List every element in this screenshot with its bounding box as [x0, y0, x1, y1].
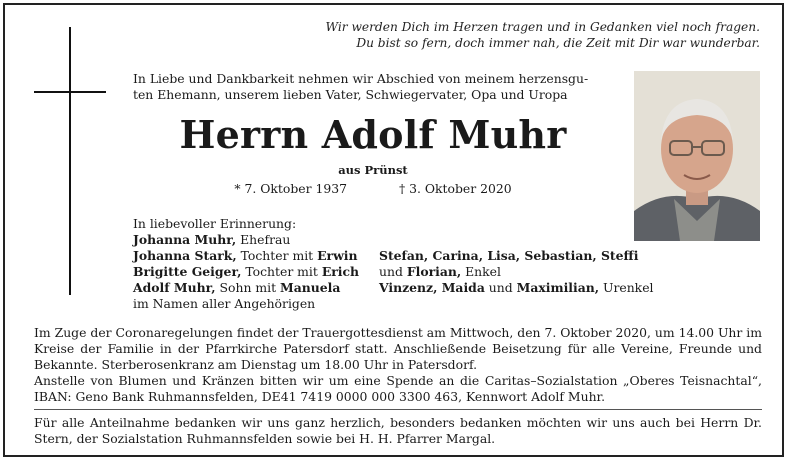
death-date: † 3. Oktober 2020: [399, 181, 512, 196]
life-dates: [133, 181, 613, 196]
deceased-name: Herrn Adolf Muhr: [179, 112, 567, 157]
memory-heading: In liebevoller Erinnerung:: [133, 216, 297, 231]
deceased-origin: aus Prünst: [338, 163, 408, 177]
portrait-image: [634, 71, 760, 241]
divider: [34, 409, 762, 410]
family-row: Johanna Stark, Tochter mit Erwin: [133, 248, 358, 263]
memorial-quote: [326, 19, 760, 51]
quote-line-2: Du bist so fern, doch immer nah, die Zeit mit Dir war wunderbar.: [356, 36, 760, 50]
service-details: [34, 325, 762, 405]
grandchildren-label: und Florian, Enkel: [379, 264, 501, 279]
intro-line-2: ten Ehemann, unserem lieben Vater, Schwiegervater, Opa und Uropa: [133, 87, 568, 102]
quote-line-1: Wir werden Dich im Herzen tragen und in Gedanken viel noch fragen.: [325, 20, 760, 34]
intro-text: [133, 71, 613, 103]
family-row: Johanna Muhr, Ehefrau: [133, 232, 291, 247]
grandchildren-names: Stefan, Carina, Lisa, Sebastian, Steffi: [379, 248, 639, 263]
cross-icon-bar: [34, 91, 106, 93]
thanks-paragraph: Für alle Anteilnahme bedanken wir uns ganz herzlich, besonders bedanken möchten wir uns auch bei Herrn Dr. Stern, der Sozialstation Ruhmannsfelden sowie bei H. H. Pfarrer Margal.: [34, 415, 762, 446]
service-paragraph: Im Zuge der Coronaregelungen findet der Trauergottesdienst am Mittwoch, den 7. Oktober 2020, um 14.00 Uhr im Kreise der Familie in der Pfarrkirche Patersdorf statt. Anschließende Beisetzung für alle Vereine, Freunde und Bekannte. Sterberosenkranz am Dienstag um 18.00 Uhr in Patersdorf.: [34, 325, 762, 372]
family-list-left: [133, 232, 373, 312]
family-row: Adolf Muhr, Sohn mit Manuela: [133, 280, 341, 295]
portrait-photo: [634, 71, 760, 241]
great-grandchildren: Vinzenz, Maida und Maximilian, Urenkel: [379, 280, 654, 295]
family-row: Brigitte Geiger, Tochter mit Erich: [133, 264, 360, 279]
family-list-right: [379, 248, 679, 296]
birth-date: * 7. Oktober 1937: [234, 181, 347, 196]
family-row: im Namen aller Angehörigen: [133, 296, 316, 311]
intro-line-1: In Liebe und Dankbarkeit nehmen wir Abschied von meinem herzensgu-: [133, 71, 589, 86]
donation-paragraph: Anstelle von Blumen und Kränzen bitten wir um eine Spende an die Caritas–Sozialstation „Oberes Teisnachtal“, IBAN: Geno Bank Ruhmannsfelden, DE41 7419 0000 000 3300 463, Kennwort Adolf Muhr.: [34, 373, 762, 404]
obituary-notice: [3, 3, 784, 457]
cross-icon: [69, 27, 71, 295]
